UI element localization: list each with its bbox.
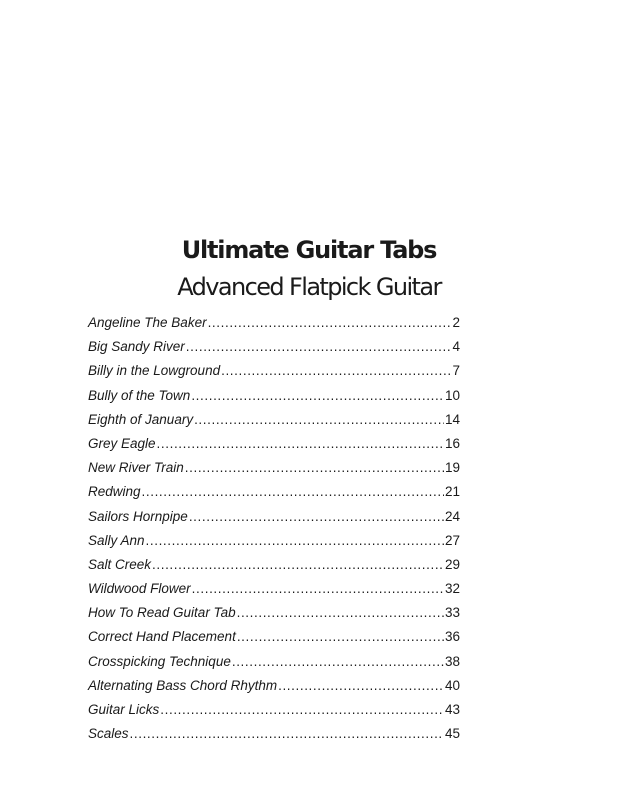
toc-dot-leader bbox=[237, 629, 444, 644]
toc-entry[interactable] bbox=[88, 363, 460, 387]
toc-entry-page-number: 24 bbox=[444, 508, 460, 524]
toc-entry[interactable] bbox=[88, 557, 460, 581]
toc-entry[interactable] bbox=[88, 412, 460, 436]
toc-entry[interactable] bbox=[88, 581, 460, 605]
toc-entry[interactable] bbox=[88, 533, 460, 557]
toc-entry-title: Redwing bbox=[88, 484, 141, 500]
toc-entry[interactable] bbox=[88, 629, 460, 653]
toc-entry[interactable] bbox=[88, 678, 460, 702]
toc-dot-leader bbox=[185, 460, 444, 475]
toc-entry-page-number: 32 bbox=[444, 581, 460, 597]
toc-entry-page-number: 27 bbox=[444, 532, 460, 548]
toc-dot-leader bbox=[152, 557, 444, 572]
toc-entry-page-number: 19 bbox=[444, 460, 460, 476]
toc-entry-title: Sailors Hornpipe bbox=[88, 508, 188, 524]
toc-entry-page-number: 40 bbox=[444, 677, 460, 693]
document-subtitle: Advanced Flatpick Guitar bbox=[177, 273, 441, 301]
toc-dot-leader bbox=[208, 315, 451, 330]
toc-entry-title: Eighth of January bbox=[88, 411, 194, 427]
table-of-contents bbox=[88, 315, 460, 750]
toc-dot-leader bbox=[157, 436, 444, 451]
toc-entry[interactable] bbox=[88, 339, 460, 363]
toc-entry-title: New River Train bbox=[88, 460, 184, 476]
toc-entry[interactable] bbox=[88, 726, 460, 750]
toc-entry-page-number: 33 bbox=[444, 605, 460, 621]
toc-entry-title: Sally Ann bbox=[88, 532, 145, 548]
toc-entry-page-number: 36 bbox=[444, 629, 460, 645]
toc-entry-title: Guitar Licks bbox=[88, 702, 160, 717]
toc-entry-page-number: 43 bbox=[444, 702, 460, 717]
toc-dot-leader bbox=[237, 605, 444, 620]
toc-entry[interactable] bbox=[88, 315, 460, 339]
toc-dot-leader bbox=[160, 702, 444, 717]
toc-dot-leader bbox=[191, 388, 444, 403]
toc-dot-leader bbox=[194, 412, 444, 427]
toc-entry[interactable] bbox=[88, 460, 460, 484]
toc-dot-leader bbox=[232, 654, 444, 669]
toc-dot-leader bbox=[186, 339, 451, 354]
toc-entry-page-number: 7 bbox=[452, 363, 460, 379]
toc-dot-leader bbox=[146, 533, 444, 548]
toc-entry[interactable] bbox=[88, 702, 460, 726]
toc-entry-title: Big Sandy River bbox=[88, 339, 185, 355]
toc-dot-leader bbox=[130, 726, 444, 741]
toc-entry[interactable] bbox=[88, 388, 460, 412]
toc-entry-title: Bully of the Town bbox=[88, 387, 191, 403]
toc-entry-title: Correct Hand Placement bbox=[88, 629, 236, 645]
toc-entry-title: Alternating Bass Chord Rhythm bbox=[88, 677, 278, 693]
toc-entry-page-number: 21 bbox=[444, 484, 460, 500]
toc-entry-title: Wildwood Flower bbox=[88, 581, 191, 597]
toc-entry-page-number: 2 bbox=[452, 315, 460, 330]
toc-entry-page-number: 16 bbox=[444, 435, 460, 451]
toc-entry[interactable] bbox=[88, 484, 460, 508]
toc-dot-leader bbox=[278, 678, 444, 693]
toc-entry-title: Salt Creek bbox=[88, 556, 152, 572]
toc-entry-title: Scales bbox=[88, 726, 129, 742]
toc-entry[interactable] bbox=[88, 605, 460, 629]
toc-dot-leader bbox=[221, 363, 451, 378]
toc-entry-page-number: 14 bbox=[444, 411, 460, 427]
toc-entry[interactable] bbox=[88, 654, 460, 678]
toc-entry-title: Billy in the Lowground bbox=[88, 363, 221, 379]
toc-entry-title: Crosspicking Technique bbox=[88, 653, 231, 669]
toc-entry-title: Angeline The Baker bbox=[88, 315, 207, 330]
toc-dot-leader bbox=[189, 509, 444, 524]
toc-entry-page-number: 38 bbox=[444, 653, 460, 669]
toc-entry-page-number: 29 bbox=[444, 556, 460, 572]
toc-entry-page-number: 10 bbox=[444, 387, 460, 403]
toc-dot-leader bbox=[142, 484, 444, 499]
toc-entry-page-number: 4 bbox=[452, 339, 460, 355]
toc-entry-title: Grey Eagle bbox=[88, 435, 156, 451]
toc-dot-leader bbox=[192, 581, 444, 596]
toc-entry[interactable] bbox=[88, 436, 460, 460]
toc-entry-page-number: 45 bbox=[444, 726, 460, 742]
toc-entry-title: How To Read Guitar Tab bbox=[88, 605, 236, 621]
document-title: Ultimate Guitar Tabs bbox=[181, 236, 437, 264]
toc-entry[interactable] bbox=[88, 509, 460, 533]
